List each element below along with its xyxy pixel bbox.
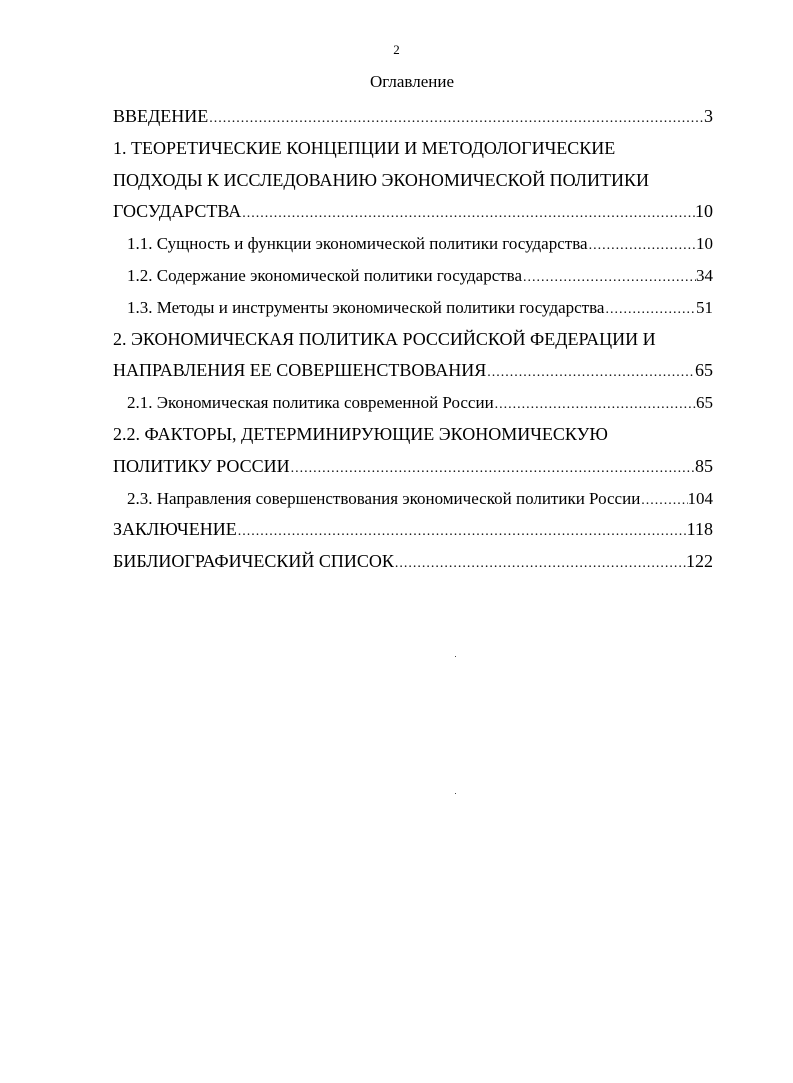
toc-entry-title: 2.1. Экономическая политика современной России [127,393,494,413]
table-of-contents [113,101,713,578]
toc-entry-title: БИБЛИОГРАФИЧЕСКИЙ СПИСОК [113,551,394,572]
toc-entry-line [113,101,713,133]
toc-leader-dots [494,389,696,419]
toc-entry-page: 3 [704,106,713,126]
toc-entry[interactable] [113,387,713,419]
toc-entry[interactable] [113,292,713,324]
toc-entry-line [113,196,713,228]
toc-entry-line [113,483,713,515]
toc-entry-line [113,355,713,387]
toc-leader-dots [290,453,695,483]
toc-leader-dots [208,103,704,133]
toc-leader-dots [604,294,696,324]
toc-entry-line [113,292,713,324]
toc-entry-title: ПОДХОДЫ К ИССЛЕДОВАНИЮ ЭКОНОМИЧЕСКОЙ ПОЛИТИКИ [113,169,649,190]
toc-entry-line [113,324,713,356]
toc-leader-dots [237,516,687,546]
toc-entry[interactable] [113,260,713,292]
toc-entry-line [113,419,713,451]
toc-entry-title: ГОСУДАРСТВА [113,201,242,222]
toc-entry[interactable] [113,101,713,133]
toc-entry-page: 85 [695,455,713,476]
toc-entry[interactable] [113,514,713,546]
toc-leader-dots [394,548,686,578]
toc-entry-title: 1. ТЕОРЕТИЧЕСКИЕ КОНЦЕПЦИИ И МЕТОДОЛОГИЧЕСКИЕ [113,137,616,158]
toc-entry-page: 65 [695,360,713,381]
toc-entry-line [113,514,713,546]
toc-entry-title: ПОЛИТИКУ РОССИИ [113,455,290,476]
toc-leader-dots [486,357,695,387]
toc-entry[interactable] [113,324,713,388]
toc-entry[interactable] [113,228,713,260]
toc-entry-title: 1.1. Сущность и функции экономической политики государства [127,234,588,254]
toc-entry-line [113,133,713,165]
toc-entry[interactable] [113,419,713,483]
toc-entry-page: 104 [687,488,713,508]
toc-entry-line [113,546,713,578]
toc-entry-title: ВВЕДЕНИЕ [113,106,209,126]
toc-entry-title: 1.3. Методы и инструменты экономической политики государства [127,297,605,317]
toc-entry-page: 34 [696,265,713,285]
toc-entry-line [113,260,713,292]
toc-entry-page: 10 [696,234,713,254]
toc-entry-page: 51 [696,297,713,317]
page-number: 2 [393,42,400,57]
toc-entry-page: 122 [686,551,713,572]
toc-entry-page: 65 [696,393,713,413]
scan-speck [455,793,456,794]
toc-entry[interactable] [113,133,713,228]
toc-title: Оглавление [370,72,454,91]
toc-leader-dots [588,230,696,260]
toc-entry[interactable] [113,546,713,578]
toc-leader-dots [522,262,696,292]
toc-entry-page: 118 [686,519,713,540]
toc-entry[interactable] [113,483,713,515]
toc-entry-title: ЗАКЛЮЧЕНИЕ [113,519,237,540]
toc-entry-title: 2. ЭКОНОМИЧЕСКАЯ ПОЛИТИКА РОССИЙСКОЙ ФЕДЕРАЦИИ И [113,328,656,349]
toc-entry-title: 1.2. Содержание экономической политики государства [127,265,523,285]
toc-leader-dots [241,198,695,228]
scan-speck [455,656,456,657]
toc-entry-line [113,165,713,197]
toc-entry-line [113,387,713,419]
toc-entry-title: 2.2. ФАКТОРЫ, ДЕТЕРМИНИРУЮЩИЕ ЭКОНОМИЧЕСКУЮ [113,423,608,444]
toc-entry-page: 10 [695,201,713,222]
toc-entry-line [113,228,713,260]
toc-leader-dots [640,485,687,515]
toc-entry-line [113,451,713,483]
toc-entry-title: НАПРАВЛЕНИЯ ЕЕ СОВЕРШЕНСТВОВАНИЯ [113,360,487,381]
toc-entry-title: 2.3. Направления совершенствования экономической политики России [127,488,641,508]
